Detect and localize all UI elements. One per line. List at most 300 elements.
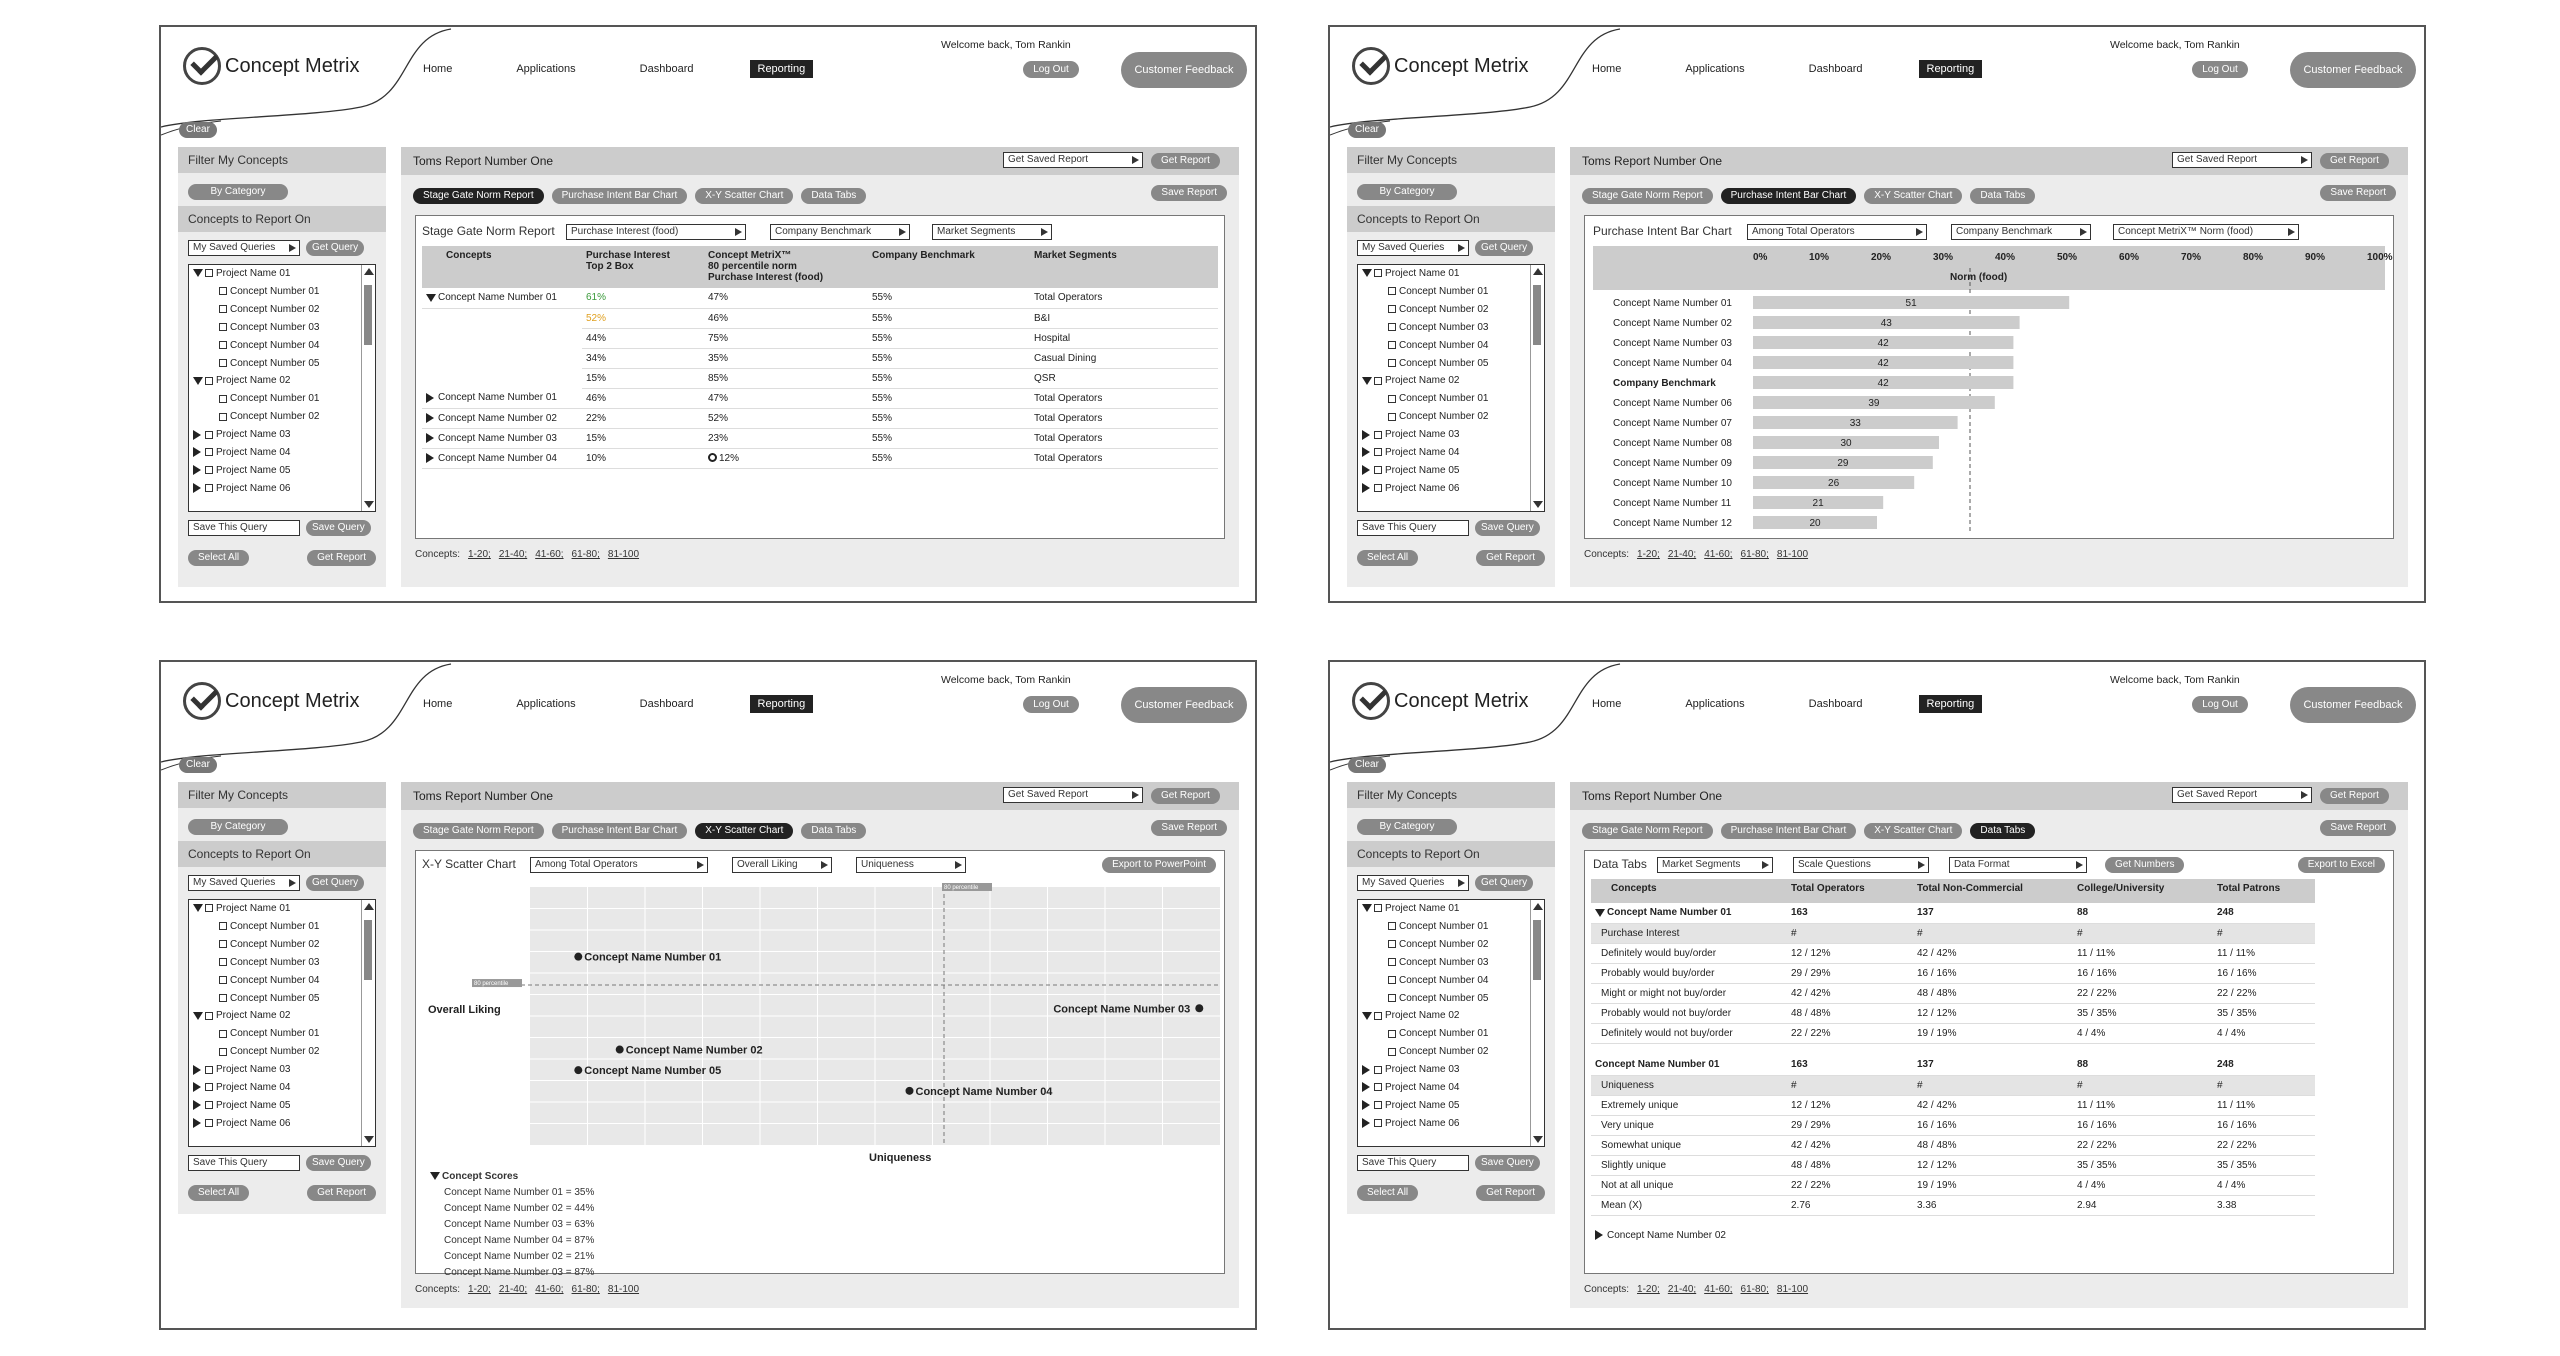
sidebar-get-report-button[interactable]: Get Report [307, 550, 376, 566]
tab-stage-gate[interactable]: Stage Gate Norm Report [1582, 823, 1713, 839]
expand-icon[interactable] [1362, 1118, 1370, 1128]
tree-item[interactable] [1358, 1079, 1544, 1097]
tree-item[interactable] [189, 480, 375, 498]
table-row[interactable] [422, 308, 1218, 328]
collapse-icon[interactable] [1362, 1012, 1372, 1020]
tab-stage-gate[interactable]: Stage Gate Norm Report [1582, 188, 1713, 204]
tab-xy-scatter[interactable]: X-Y Scatter Chart [1864, 188, 1962, 204]
checkbox[interactable] [205, 1066, 213, 1074]
scatter-dd2[interactable] [732, 857, 832, 873]
nav-home[interactable]: Home [423, 698, 453, 710]
logo[interactable] [183, 682, 360, 720]
checkbox[interactable] [205, 1012, 213, 1020]
stage-dd3[interactable] [932, 224, 1052, 240]
checkbox[interactable] [1388, 413, 1396, 421]
checkbox[interactable] [205, 904, 213, 912]
get-report-button[interactable]: Get Report [1151, 153, 1220, 169]
save-query-input[interactable]: Save This Query [1357, 520, 1469, 536]
sidebar-get-report-button[interactable]: Get Report [307, 1185, 376, 1201]
scatter-point[interactable] [616, 1046, 624, 1054]
table-row[interactable] [422, 428, 1218, 448]
select-all-button[interactable]: Select All [1357, 550, 1418, 566]
scatter-point[interactable] [574, 953, 582, 961]
by-category-button[interactable]: By Category [1357, 819, 1457, 835]
nav-applications[interactable]: Applications [1685, 63, 1745, 75]
concept-total-row[interactable] [1591, 903, 2315, 923]
scatter-point[interactable] [574, 1066, 582, 1074]
tree-item[interactable] [189, 918, 375, 936]
tree-item[interactable] [1358, 480, 1544, 498]
checkbox[interactable] [205, 1083, 213, 1091]
tree-item[interactable] [1358, 408, 1544, 426]
tree-item[interactable] [1358, 900, 1544, 918]
tab-xy-scatter[interactable]: X-Y Scatter Chart [1864, 823, 1962, 839]
data-dd3[interactable] [1949, 857, 2087, 873]
scatter-point[interactable] [906, 1087, 914, 1095]
tree-item[interactable] [189, 990, 375, 1008]
checkbox[interactable] [219, 1048, 227, 1056]
scroll-down-icon[interactable] [364, 1136, 374, 1143]
tree-item[interactable] [189, 462, 375, 480]
tree-item[interactable] [1358, 1115, 1544, 1133]
scroll-up-icon[interactable] [1533, 903, 1543, 910]
checkbox[interactable] [205, 377, 213, 385]
saved-queries-select[interactable] [1357, 875, 1469, 891]
tree-item[interactable] [1358, 1097, 1544, 1115]
page-link[interactable]: 1-20; [468, 1284, 491, 1295]
nav-dashboard[interactable]: Dashboard [639, 698, 694, 710]
expand-icon[interactable] [193, 1065, 201, 1075]
checkbox[interactable] [1388, 323, 1396, 331]
expand-icon[interactable] [1362, 465, 1370, 475]
save-query-button[interactable]: Save Query [306, 520, 371, 536]
scroll-thumb[interactable] [364, 285, 372, 345]
by-category-button[interactable]: By Category [188, 819, 288, 835]
logout-button[interactable]: Log Out [2192, 696, 2248, 713]
saved-report-select[interactable] [2172, 152, 2312, 168]
tree-item[interactable] [189, 1025, 375, 1043]
checkbox[interactable] [219, 341, 227, 349]
save-report-button[interactable]: Save Report [2320, 185, 2396, 201]
tree-item[interactable] [1358, 444, 1544, 462]
save-report-button[interactable]: Save Report [1151, 820, 1227, 836]
saved-report-select[interactable] [1003, 152, 1143, 168]
table-row[interactable] [422, 388, 1218, 408]
scroll-thumb[interactable] [1533, 920, 1541, 980]
tree-item[interactable] [189, 390, 375, 408]
get-report-button[interactable]: Get Report [2320, 788, 2389, 804]
table-row[interactable] [422, 408, 1218, 428]
saved-report-select[interactable] [2172, 787, 2312, 803]
tree-item[interactable] [189, 319, 375, 337]
get-query-button[interactable]: Get Query [306, 875, 364, 891]
tree-item[interactable] [1358, 936, 1544, 954]
get-query-button[interactable]: Get Query [1475, 240, 1533, 256]
nav-dashboard[interactable]: Dashboard [1808, 63, 1863, 75]
select-all-button[interactable]: Select All [188, 1185, 249, 1201]
scroll-up-icon[interactable] [364, 268, 374, 275]
tree-scrollbar[interactable] [1530, 900, 1544, 1146]
tree-item[interactable] [1358, 1061, 1544, 1079]
checkbox[interactable] [219, 940, 227, 948]
tree-item[interactable] [189, 408, 375, 426]
collapse-icon[interactable] [193, 377, 203, 385]
collapse-icon[interactable] [1362, 377, 1372, 385]
logo[interactable] [1352, 682, 1529, 720]
scroll-thumb[interactable] [364, 920, 372, 980]
tab-stage-gate[interactable]: Stage Gate Norm Report [413, 823, 544, 839]
checkbox[interactable] [205, 484, 213, 492]
collapse-icon[interactable] [1595, 909, 1605, 917]
checkbox[interactable] [205, 1119, 213, 1127]
checkbox[interactable] [219, 287, 227, 295]
nav-applications[interactable]: Applications [1685, 698, 1745, 710]
cell-value: 29 / 29% [1787, 963, 1913, 983]
nav-dashboard[interactable]: Dashboard [1808, 698, 1863, 710]
expand-icon[interactable] [193, 1100, 201, 1110]
nav-home[interactable]: Home [1592, 63, 1622, 75]
save-query-button[interactable]: Save Query [306, 1155, 371, 1171]
tree-item[interactable] [189, 1043, 375, 1061]
tree-item[interactable] [189, 972, 375, 990]
saved-queries-select[interactable] [1357, 240, 1469, 256]
get-report-button[interactable]: Get Report [2320, 153, 2389, 169]
tree-item[interactable] [1358, 462, 1544, 480]
get-query-button[interactable]: Get Query [1475, 875, 1533, 891]
checkbox[interactable] [219, 413, 227, 421]
tree-item[interactable] [1358, 972, 1544, 990]
tab-purchase-intent[interactable]: Purchase Intent Bar Chart [552, 188, 688, 204]
save-query-input[interactable]: Save This Query [1357, 1155, 1469, 1171]
save-query-input[interactable]: Save This Query [188, 520, 300, 536]
checkbox[interactable] [219, 395, 227, 403]
checkbox[interactable] [1374, 484, 1382, 492]
checkbox[interactable] [1388, 922, 1396, 930]
customer-feedback-button[interactable]: Customer Feedback [2290, 687, 2416, 723]
expand-icon[interactable] [193, 465, 201, 475]
tree-item[interactable] [189, 1079, 375, 1097]
export-excel-button[interactable]: Export to Excel [2298, 857, 2385, 873]
tree-scrollbar[interactable] [361, 265, 375, 511]
nav-dashboard[interactable]: Dashboard [639, 63, 694, 75]
nav-reporting[interactable]: Reporting [1919, 695, 1983, 713]
scroll-down-icon[interactable] [364, 501, 374, 508]
checkbox[interactable] [205, 448, 213, 456]
tab-purchase-intent[interactable]: Purchase Intent Bar Chart [552, 823, 688, 839]
collapsed-row[interactable] [1591, 1215, 2315, 1241]
scatter-dd3[interactable] [856, 857, 966, 873]
dropdown-arrow-icon [899, 228, 906, 236]
expand-icon[interactable] [193, 483, 201, 493]
checkbox[interactable] [1374, 1101, 1382, 1109]
page-link[interactable]: 21-40; [1667, 549, 1697, 560]
checkbox[interactable] [1388, 341, 1396, 349]
clear-button[interactable]: Clear [1348, 757, 1386, 773]
page-link[interactable]: 41-60; [535, 549, 564, 560]
norm-value [704, 288, 868, 308]
collapse-icon[interactable] [193, 904, 203, 912]
nav-home[interactable]: Home [1592, 698, 1622, 710]
checkbox[interactable] [219, 976, 227, 984]
checkbox[interactable] [1374, 466, 1382, 474]
tree-item[interactable] [1358, 426, 1544, 444]
tab-data-tabs[interactable]: Data Tabs [1970, 823, 2035, 839]
checkbox[interactable] [1374, 1066, 1382, 1074]
expand-icon[interactable] [1595, 1230, 1603, 1240]
tree-item[interactable] [189, 900, 375, 918]
checkbox[interactable] [1374, 431, 1382, 439]
collapse-icon[interactable] [426, 294, 436, 302]
checkbox[interactable] [205, 431, 213, 439]
page-link[interactable]: 61-80; [571, 549, 600, 560]
select-all-button[interactable]: Select All [188, 550, 249, 566]
expand-icon[interactable] [1362, 1082, 1370, 1092]
tree-item[interactable] [189, 283, 375, 301]
save-query-button[interactable]: Save Query [1475, 520, 1540, 536]
tree-item[interactable] [1358, 954, 1544, 972]
page-link[interactable]: 81-100 [1776, 1284, 1809, 1295]
tree-item[interactable] [1358, 355, 1544, 373]
saved-queries-select[interactable] [188, 240, 300, 256]
nav-applications[interactable]: Applications [516, 63, 576, 75]
checkbox[interactable] [219, 922, 227, 930]
page-link[interactable]: 1-20; [1637, 1284, 1660, 1295]
table-row[interactable] [422, 448, 1218, 468]
nav-reporting[interactable]: Reporting [750, 695, 814, 713]
expand-icon[interactable] [193, 1118, 201, 1128]
clear-button[interactable]: Clear [1348, 122, 1386, 138]
expand-icon[interactable] [426, 433, 434, 443]
expand-icon[interactable] [426, 413, 434, 423]
page-link[interactable]: 1-20; [1637, 549, 1660, 560]
collapse-icon[interactable] [1362, 904, 1372, 912]
checkbox[interactable] [219, 359, 227, 367]
data-dd2[interactable] [1793, 857, 1929, 873]
tree-item[interactable] [189, 1061, 375, 1079]
tree-item[interactable] [189, 426, 375, 444]
sidebar-get-report-button[interactable]: Get Report [1476, 1185, 1545, 1201]
save-report-button[interactable]: Save Report [1151, 185, 1227, 201]
tab-stage-gate[interactable]: Stage Gate Norm Report [413, 188, 544, 204]
checkbox[interactable] [219, 1030, 227, 1038]
page-link[interactable]: 21-40; [498, 549, 528, 560]
tree-item[interactable] [189, 372, 375, 390]
nav-applications[interactable]: Applications [516, 698, 576, 710]
customer-feedback-button[interactable]: Customer Feedback [1121, 52, 1247, 88]
checkbox[interactable] [1374, 269, 1382, 277]
expand-icon[interactable] [193, 1082, 201, 1092]
tree-scrollbar[interactable] [361, 900, 375, 1146]
table-row[interactable] [422, 288, 1218, 308]
tree-item[interactable] [189, 1097, 375, 1115]
expand-icon[interactable] [1362, 483, 1370, 493]
scatter-dd1[interactable] [530, 857, 708, 873]
tab-data-tabs[interactable]: Data Tabs [1970, 188, 2035, 204]
get-report-button[interactable]: Get Report [1151, 788, 1220, 804]
nav-home[interactable]: Home [423, 63, 453, 75]
saved-report-select[interactable] [1003, 787, 1143, 803]
customer-feedback-button[interactable]: Customer Feedback [1121, 687, 1247, 723]
clear-button[interactable]: Clear [179, 122, 217, 138]
tab-xy-scatter[interactable]: X-Y Scatter Chart [695, 188, 793, 204]
save-query-button[interactable]: Save Query [1475, 1155, 1540, 1171]
checkbox[interactable] [1388, 359, 1396, 367]
scroll-up-icon[interactable] [364, 903, 374, 910]
scatter-point[interactable] [1195, 1004, 1203, 1012]
page-link[interactable]: 41-60; [1704, 1284, 1733, 1295]
scroll-down-icon[interactable] [1533, 501, 1543, 508]
collapse-icon[interactable] [1362, 269, 1372, 277]
tree-item[interactable] [189, 1115, 375, 1133]
expand-icon[interactable] [1362, 447, 1370, 457]
tree-item[interactable] [1358, 265, 1544, 283]
tab-xy-scatter[interactable]: X-Y Scatter Chart [695, 823, 793, 839]
tab-purchase-intent[interactable]: Purchase Intent Bar Chart [1721, 188, 1857, 204]
table-row[interactable] [422, 368, 1218, 388]
page-link[interactable]: 21-40; [498, 1284, 528, 1295]
bar-dd3[interactable] [2113, 224, 2299, 240]
collapse-icon[interactable] [193, 1012, 203, 1020]
cell-value: 11 / 11% [2073, 943, 2213, 963]
checkbox[interactable] [1388, 976, 1396, 984]
tree-item[interactable] [189, 337, 375, 355]
by-category-button[interactable]: By Category [188, 184, 288, 200]
checkbox[interactable] [219, 323, 227, 331]
tree-item[interactable] [189, 355, 375, 373]
tab-data-tabs[interactable]: Data Tabs [801, 823, 866, 839]
tree-item[interactable] [1358, 990, 1544, 1008]
tree-item[interactable] [1358, 319, 1544, 337]
checkbox[interactable] [1388, 1030, 1396, 1038]
expand-icon[interactable] [426, 393, 434, 403]
nav-reporting[interactable]: Reporting [1919, 60, 1983, 78]
checkbox[interactable] [1374, 448, 1382, 456]
bar-value-label: 39 [1868, 398, 1880, 409]
by-category-button[interactable]: By Category [1357, 184, 1457, 200]
checkbox[interactable] [205, 466, 213, 474]
tree-item[interactable] [189, 444, 375, 462]
expand-icon[interactable] [1362, 1065, 1370, 1075]
checkbox[interactable] [205, 1101, 213, 1109]
bar-dd1[interactable] [1747, 224, 1927, 240]
sidebar-get-report-button[interactable]: Get Report [1476, 550, 1545, 566]
stage-dd1[interactable] [566, 224, 746, 240]
page-link[interactable]: 61-80; [571, 1284, 600, 1295]
checkbox[interactable] [219, 958, 227, 966]
clear-button[interactable]: Clear [179, 757, 217, 773]
page-link[interactable]: 61-80; [1740, 1284, 1769, 1295]
tree-item-label: Project Name 04 [1385, 1082, 1460, 1094]
bar-dd2[interactable] [1951, 224, 2091, 240]
tree-item[interactable] [189, 954, 375, 972]
saved-queries-select[interactable] [188, 875, 300, 891]
save-query-input[interactable]: Save This Query [188, 1155, 300, 1171]
customer-feedback-button[interactable]: Customer Feedback [2290, 52, 2416, 88]
logo-text: Concept Metrix [1394, 54, 1529, 77]
tree-item[interactable] [1358, 372, 1544, 390]
scroll-thumb[interactable] [1533, 285, 1541, 345]
get-query-button[interactable]: Get Query [306, 240, 364, 256]
logo[interactable] [1352, 47, 1529, 85]
stage-dd2[interactable] [770, 224, 910, 240]
tree-item[interactable] [189, 936, 375, 954]
select-all-button[interactable]: Select All [1357, 1185, 1418, 1201]
checkbox[interactable] [1388, 1048, 1396, 1056]
tree-scrollbar[interactable] [1530, 265, 1544, 511]
export-powerpoint-button[interactable]: Export to PowerPoint [1102, 857, 1216, 873]
page-link[interactable]: 1-20; [468, 549, 491, 560]
checkbox[interactable] [1388, 287, 1396, 295]
save-report-button[interactable]: Save Report [2320, 820, 2396, 836]
checkbox[interactable] [1374, 377, 1382, 385]
expand-icon[interactable] [193, 430, 201, 440]
tree-item[interactable] [1358, 301, 1544, 319]
page-link[interactable]: 81-100 [607, 1284, 640, 1295]
scroll-up-icon[interactable] [1533, 268, 1543, 275]
checkbox[interactable] [219, 305, 227, 313]
expand-icon[interactable] [426, 453, 434, 463]
tree-item[interactable] [1358, 283, 1544, 301]
tree-item[interactable] [1358, 1043, 1544, 1061]
checkbox[interactable] [205, 269, 213, 277]
tab-purchase-intent[interactable]: Purchase Intent Bar Chart [1721, 823, 1857, 839]
tree-item[interactable] [189, 1007, 375, 1025]
checkbox[interactable] [1374, 904, 1382, 912]
page-link[interactable]: 61-80; [1740, 549, 1769, 560]
page-link[interactable]: 41-60; [1704, 549, 1733, 560]
tree-item[interactable] [1358, 1007, 1544, 1025]
checkbox[interactable] [1374, 1012, 1382, 1020]
checkbox[interactable] [1388, 395, 1396, 403]
expand-icon[interactable] [1362, 430, 1370, 440]
expand-icon[interactable] [1362, 1100, 1370, 1110]
tree-item[interactable] [189, 301, 375, 319]
tree-item[interactable] [189, 265, 375, 283]
checkbox[interactable] [1388, 305, 1396, 313]
get-numbers-button[interactable]: Get Numbers [2105, 857, 2184, 873]
collapse-icon[interactable] [193, 269, 203, 277]
concept-total-row[interactable] [1591, 1055, 2315, 1075]
checkbox[interactable] [1388, 994, 1396, 1002]
nav-reporting[interactable]: Reporting [750, 60, 814, 78]
expand-icon[interactable] [430, 1172, 440, 1180]
page-link[interactable]: 41-60; [535, 1284, 564, 1295]
logo[interactable] [183, 47, 360, 85]
logout-button[interactable]: Log Out [2192, 61, 2248, 78]
total-value: 248 [2213, 1055, 2315, 1075]
table-row[interactable] [422, 348, 1218, 368]
tree-item[interactable] [1358, 390, 1544, 408]
data-dd1[interactable] [1657, 857, 1773, 873]
logout-button[interactable]: Log Out [1023, 61, 1079, 78]
logout-button[interactable]: Log Out [1023, 696, 1079, 713]
tree-item[interactable] [1358, 337, 1544, 355]
tree-item[interactable] [1358, 918, 1544, 936]
scroll-down-icon[interactable] [1533, 1136, 1543, 1143]
page-link[interactable]: 21-40; [1667, 1284, 1697, 1295]
page-link[interactable]: 81-100 [607, 549, 640, 560]
tab-data-tabs[interactable]: Data Tabs [801, 188, 866, 204]
checkbox[interactable] [1374, 1083, 1382, 1091]
tree-item[interactable] [1358, 1025, 1544, 1043]
table-row[interactable] [422, 328, 1218, 348]
checkbox[interactable] [1388, 958, 1396, 966]
checkbox[interactable] [1374, 1119, 1382, 1127]
checkbox[interactable] [1388, 940, 1396, 948]
checkbox[interactable] [219, 994, 227, 1002]
page-link[interactable]: 81-100 [1776, 549, 1809, 560]
expand-icon[interactable] [193, 447, 201, 457]
